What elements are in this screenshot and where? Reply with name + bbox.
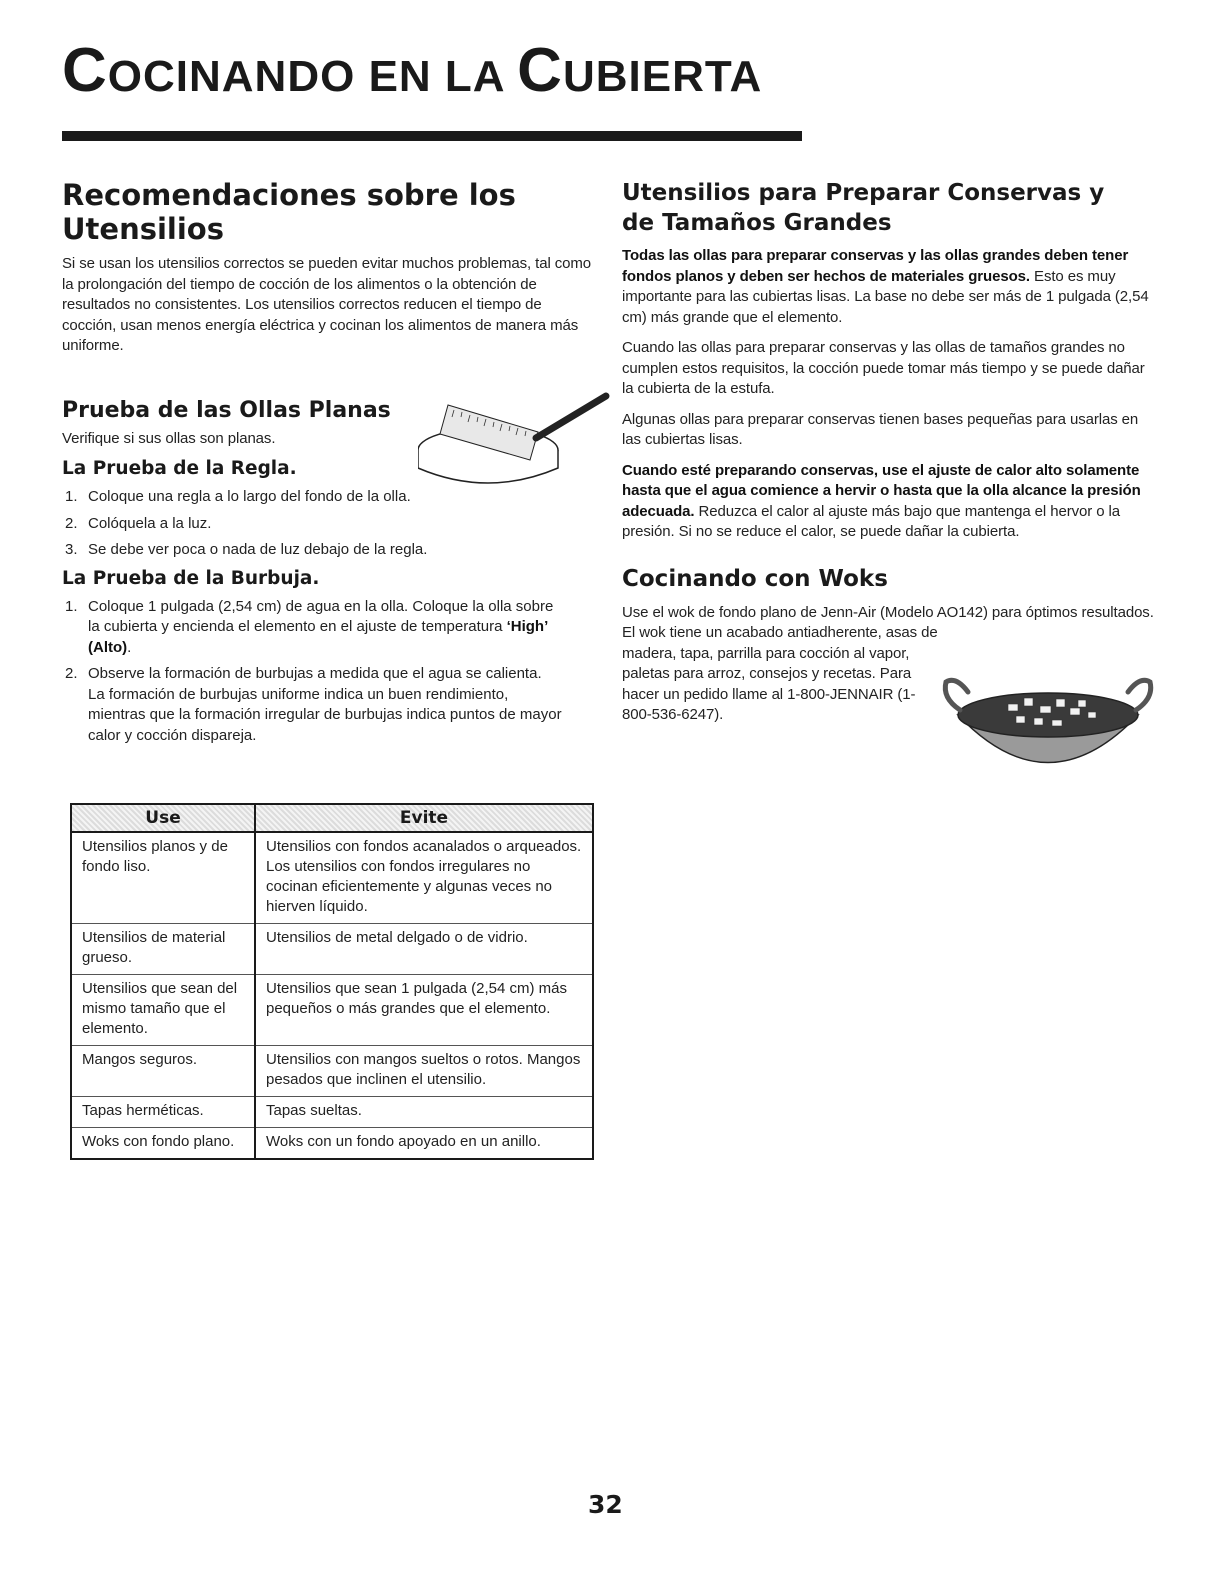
title-letter: C	[517, 36, 563, 105]
table-row	[71, 832, 593, 924]
right-column	[622, 178, 1157, 726]
table-cell-avoid: Tapas sueltas.	[255, 1097, 593, 1128]
woks-heading: Cocinando con Woks	[622, 565, 888, 592]
step-number: 1.	[65, 597, 78, 615]
list-item	[62, 664, 562, 746]
title-word: EN	[368, 52, 445, 101]
title-word: UBIERTA	[562, 52, 763, 101]
table-cell-avoid: Utensilios que sean 1 pulgada (2,54 cm) más pequeños o más grandes que el elemento.	[255, 975, 593, 1046]
step-text: Observe la formación de burbujas a medida que el agua se calienta. La formación de burbujas uniforme indica un buen rendimiento, mientras que la formación irregular de burbujas indica puntos de mayor calor y cocción dispareja.	[88, 665, 562, 744]
step-number: 2.	[65, 514, 78, 532]
ruler-test-heading: La Prueba de la Regla.	[62, 458, 297, 479]
page-number: 32	[588, 1490, 623, 1519]
section-heading-utensils: Recomendaciones sobre los Utensilios	[62, 178, 516, 246]
title-word: LA	[444, 52, 518, 101]
title-word: OCINANDO	[107, 52, 369, 101]
table-cell-avoid: Woks con un fondo apoyado en un anillo.	[255, 1128, 593, 1160]
canning-paragraph-4	[622, 461, 1157, 543]
canning-paragraph-1	[622, 246, 1157, 328]
table-header-use: Use	[71, 804, 255, 832]
flat-test-intro: Verifique si sus ollas son planas.	[62, 429, 276, 447]
title-rule	[62, 131, 802, 141]
canning-paragraph-3: Algunas ollas para preparar conservas tienen bases pequeñas para usarlas en las cubiertas lisas.	[622, 410, 1139, 448]
step-number: 2.	[65, 665, 78, 682]
table-row	[71, 924, 593, 975]
step-text: Colóquela a la luz.	[88, 514, 212, 532]
list-item	[62, 540, 602, 561]
title-letter: C	[62, 36, 108, 105]
page-title	[62, 36, 763, 105]
step-number: 1.	[65, 488, 78, 505]
woks-paragraph-1: Use el wok de fondo plano de Jenn-Air (Modelo AO142) para óptimos resultados. El wok tiene un acabado antiadherente, asas de	[622, 603, 1154, 641]
table-row	[71, 1097, 593, 1128]
bubble-test-steps	[62, 597, 562, 747]
table-header-avoid: Evite	[255, 804, 593, 832]
table-cell-use: Utensilios que sean del mismo tamaño que el elemento.	[71, 975, 255, 1046]
step-text: .	[127, 638, 132, 656]
step-number: 3.	[65, 541, 78, 558]
step-bold-text: ‘High’ (Alto)	[88, 618, 548, 656]
list-item	[62, 597, 562, 659]
step-text: Coloque 1 pulgada (2,54 cm) de agua en la olla. Coloque la olla sobre la cubierta y encienda el elemento en el ajuste de temperatura	[88, 597, 554, 635]
table-header-row	[71, 804, 593, 832]
utensils-intro: Si se usan los utensilios correctos se pueden evitar muchos problemas, tal como la prolongación del tiempo de cocción de los alimentos o la obtención de resultados no consistentes. Los utensilios correctos reducen el tiempo de cocción, usan menos energía eléctrica y cocinan los alimentos de manera más uniforme.	[62, 255, 592, 354]
step-text: Coloque una regla a lo largo del fondo de la olla.	[88, 488, 411, 505]
use-avoid-table	[70, 803, 594, 1160]
table-cell-avoid: Utensilios de metal delgado o de vidrio.	[255, 924, 593, 975]
canning-text: Esto es muy importante para las cubiertas lisas. La base no debe ser más de 1 pulgada (2,54 cm) más grande que el elemento.	[622, 267, 1149, 326]
canning-paragraph-2: Cuando las ollas para preparar conservas y las ollas de tamaños grandes no cumplen estos requisitos, la cocción puede tomar más tiempo y se puede dañar la cubierta de la estufa.	[622, 339, 1145, 397]
table-row	[71, 1128, 593, 1160]
table-cell-use: Utensilios de material grueso.	[71, 924, 255, 975]
woks-paragraph-2: madera, tapa, parrilla para cocción al vapor, paletas para arroz, consejos y recetas. Para hacer un pedido llame al 1-800-JENNAIR (1-800-536-6247).	[622, 644, 916, 723]
table-row	[71, 1046, 593, 1097]
table-cell-avoid: Utensilios con mangos sueltos o rotos. Mangos pesados que inclinen el utensilio.	[255, 1046, 593, 1097]
table-cell-use: Tapas herméticas.	[71, 1097, 255, 1128]
canning-text: Reduzca el calor al ajuste más bajo que mantenga el hervor o la presión. Si no se reduce el calor, se puede dañar la cubierta.	[622, 502, 1120, 540]
pan-with-ruler-icon	[418, 390, 618, 500]
table-cell-avoid: Utensilios con fondos acanalados o arqueados. Los utensilios con fondos irregulares no cocinan eficientemente y algunas veces no hierven líquido.	[255, 832, 593, 924]
bubble-test-heading: La Prueba de la Burbuja.	[62, 567, 320, 589]
table-cell-use: Woks con fondo plano.	[71, 1128, 255, 1160]
table-cell-use: Mangos seguros.	[71, 1046, 255, 1097]
canning-bold-text: Cuando esté preparando conservas, use el ajuste de calor alto solamente hasta que el agua comience a hervir o hasta que la olla alcance la presión adecuada.	[622, 461, 1141, 520]
step-text: Se debe ver poca o nada de luz debajo de la regla.	[88, 541, 428, 558]
flat-test-heading: Prueba de las Ollas Planas	[62, 397, 391, 423]
table-cell-use: Utensilios planos y de fondo liso.	[71, 832, 255, 924]
canning-heading: Utensilios para Preparar Conservas y de Tamaños Grandes	[622, 180, 1105, 236]
list-item	[62, 514, 602, 535]
table-row	[71, 975, 593, 1046]
wok-icon	[938, 670, 1158, 790]
canning-bold-text: Todas las ollas para preparar conservas y las ollas grandes deben tener fondos planos y deben ser hechos de materiales gruesos.	[622, 247, 1129, 285]
